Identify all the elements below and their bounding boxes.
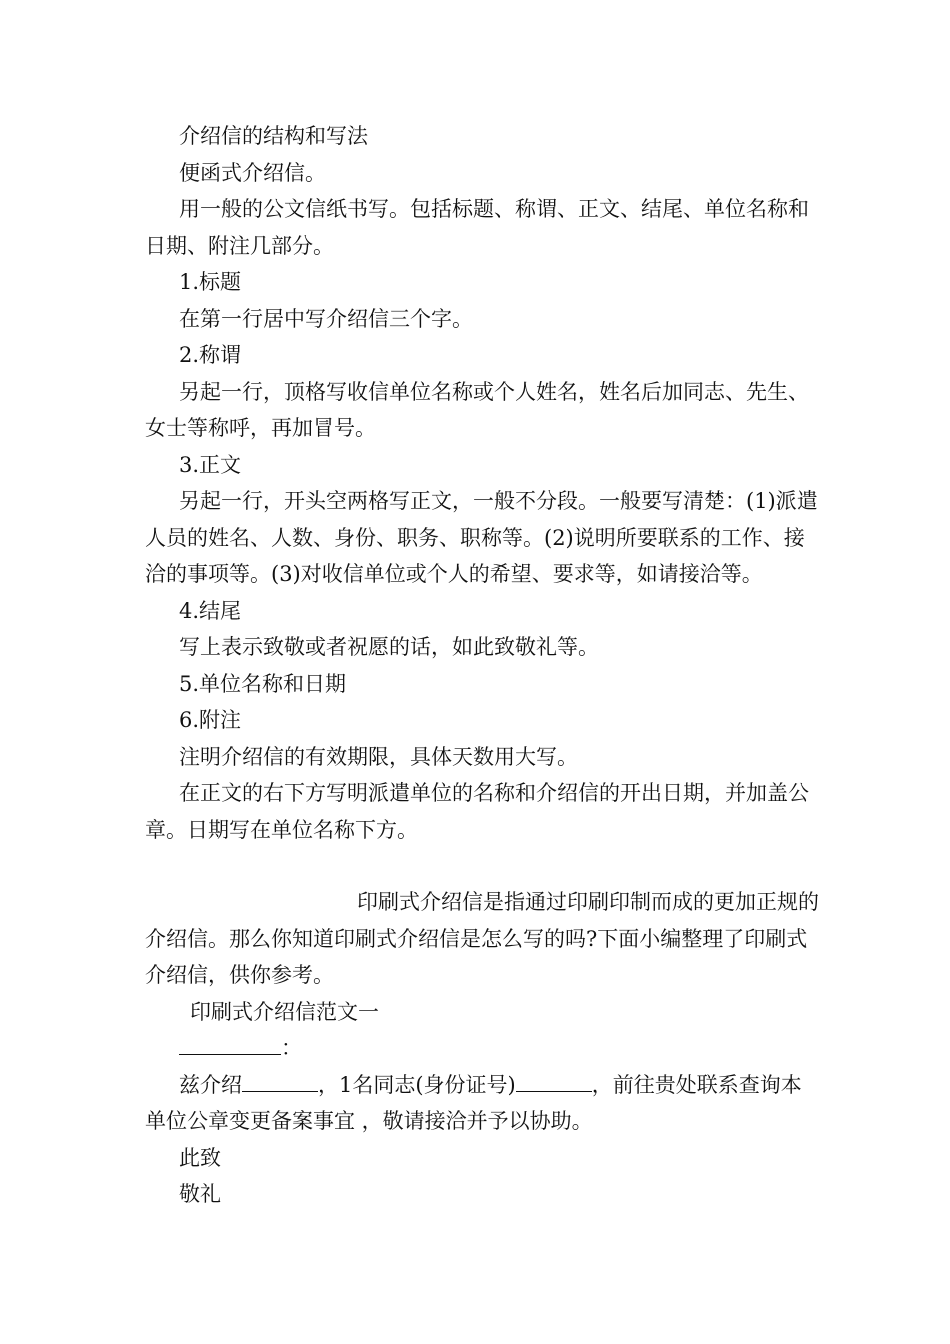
paragraph: 另起一行，顶格写收信单位名称或个人姓名，姓名后加同志、先生、女士等称呼，再加冒号。 xyxy=(145,379,809,440)
salutation-line xyxy=(145,1030,821,1067)
list-heading: 3.正文 xyxy=(179,452,242,477)
spacer xyxy=(145,848,821,884)
paragraph: 便函式介绍信。 xyxy=(179,160,326,185)
section-title: 介绍信的结构和写法 xyxy=(179,124,368,148)
paragraph: 在正文的右下方写明派遣单位的名称和介绍信的开出日期，并加盖公章。日期写在单位名称下方。 xyxy=(145,781,809,842)
paragraph: 用一般的公文信纸书写。包括标题、称谓、正文、结尾、单位名称和日期、附注几部分。 xyxy=(145,197,809,258)
closing-line-2: 敬礼 xyxy=(179,1182,221,1206)
document-body xyxy=(145,118,821,1213)
paragraph: 写上表示致敬或者祝愿的话，如此致敬礼等。 xyxy=(179,635,599,659)
sample-title: 印刷式介绍信范文一 xyxy=(190,999,379,1024)
body-text-3: ，前往贵处联系查询本单位公章变更备案事宜 ，敬请接洽并予以协助。 xyxy=(145,1072,802,1133)
body-text-2: ，1名同志(身份证号) xyxy=(318,1072,516,1097)
body-text-1: 兹介绍 xyxy=(179,1072,242,1097)
closing-line-1: 此致 xyxy=(179,1145,221,1170)
paragraph: 另起一行，开头空两格写正文，一般不分段。一般要写清楚：(1)派遣人员的姓名、人数、身份、职务、职称等。(2)说明所要联系的工作、接洽的事项等。(3)对收信单位或个人的希望、要求等，如请接洽等。 xyxy=(145,489,818,586)
salutation-colon: ： xyxy=(281,1036,302,1060)
letter-body xyxy=(145,1067,821,1140)
paragraph: 在第一行居中写介绍信三个字。 xyxy=(179,306,473,331)
list-heading: 5.单位名称和日期 xyxy=(179,671,347,696)
name-blank[interactable] xyxy=(242,1068,318,1091)
id-number-blank[interactable] xyxy=(516,1068,592,1091)
intro-paragraph: 印刷式介绍信是指通过印刷印制而成的更加正规的介绍信。那么你知道印刷式介绍信是怎么写的吗?下面小编整理了印刷式介绍信，供你参考。 xyxy=(145,890,819,987)
recipient-blank[interactable] xyxy=(179,1032,281,1055)
list-heading: 2.称谓 xyxy=(179,343,242,367)
list-heading: 1.标题 xyxy=(179,270,242,294)
paragraph: 注明介绍信的有效期限，具体天数用大写。 xyxy=(179,744,578,769)
list-heading: 6.附注 xyxy=(179,708,242,732)
list-heading: 4.结尾 xyxy=(179,598,242,623)
